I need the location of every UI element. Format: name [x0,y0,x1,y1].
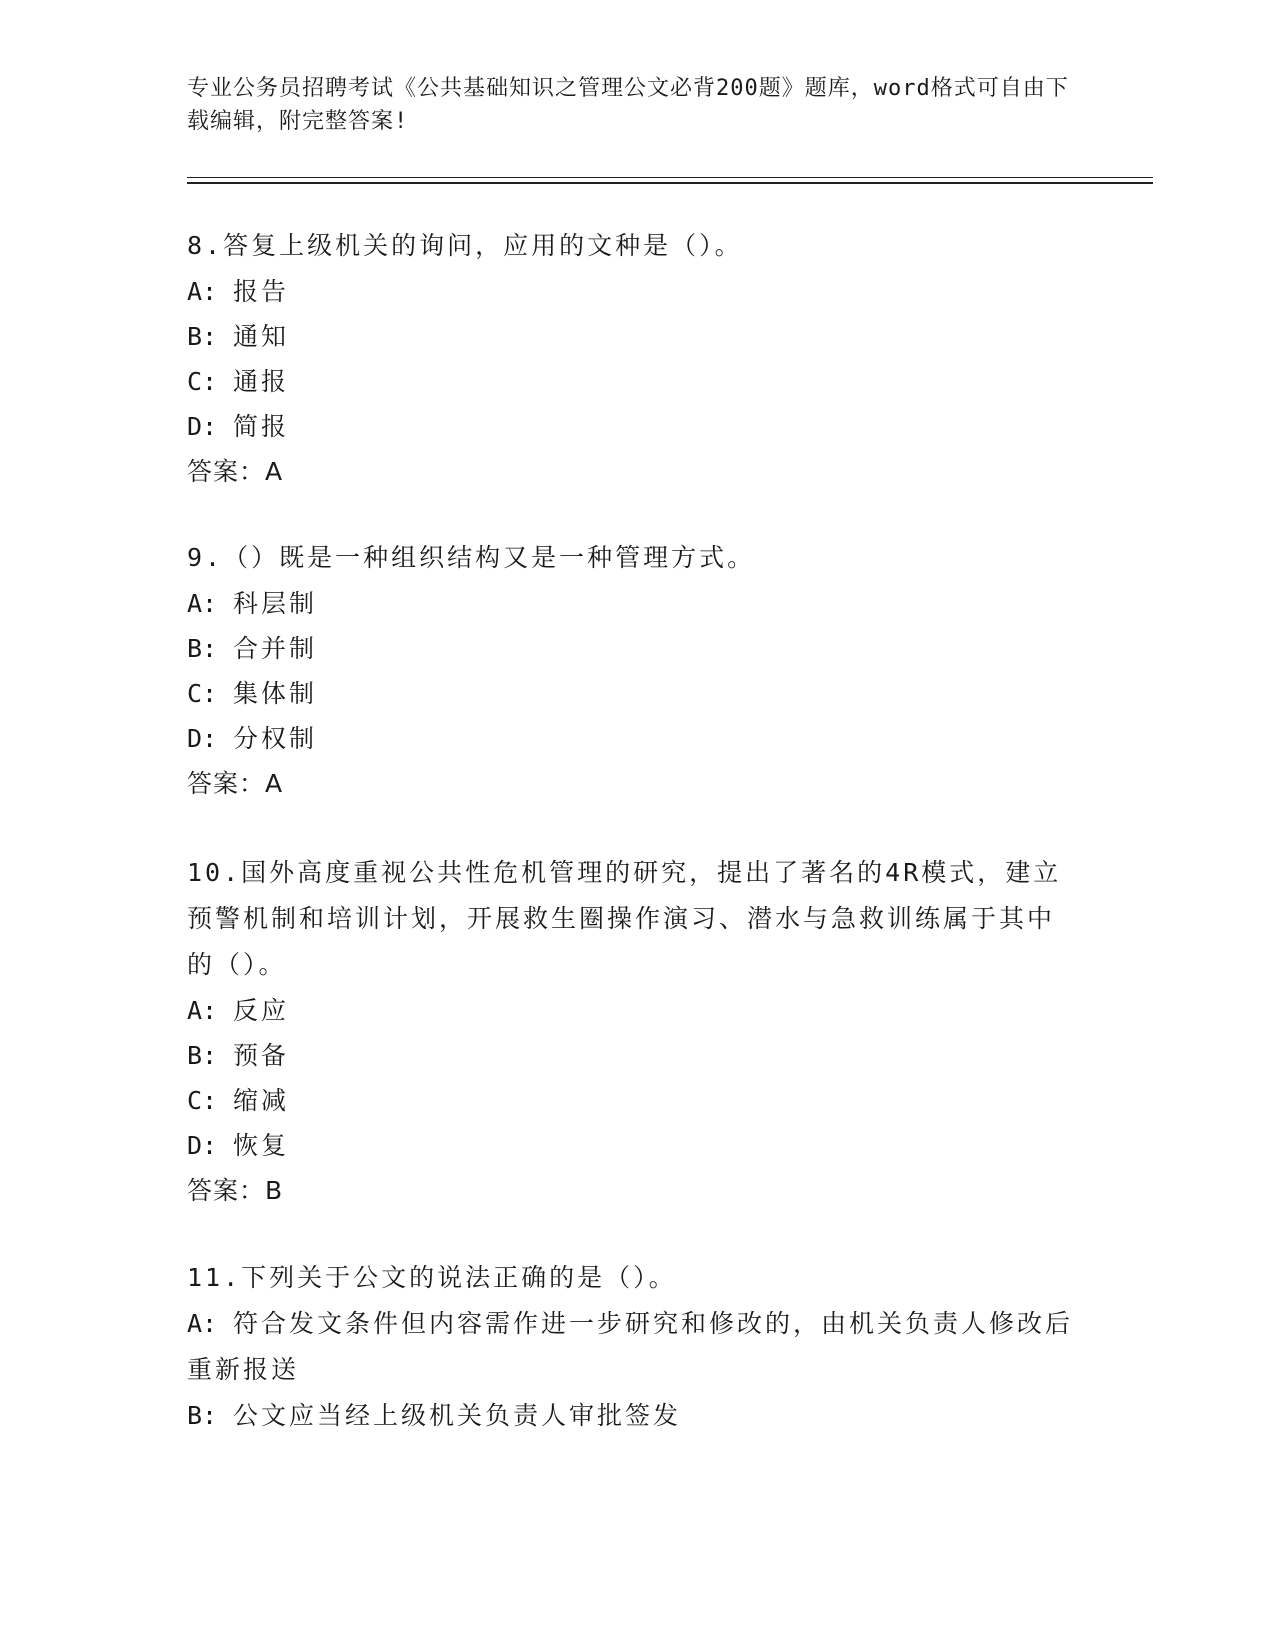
option-b [187,314,1077,359]
option-text: 分权制 [233,724,318,753]
option-text: 科层制 [233,589,318,618]
option-c [187,1078,1077,1123]
option-label: D: [187,1131,218,1160]
question-9 [187,535,1077,806]
option-text: 缩减 [233,1086,290,1115]
option-label: B: [187,322,218,351]
option-text: 预备 [233,1041,290,1070]
answer: 答案：A [187,769,284,798]
header-divider-thick [187,182,1153,184]
option-text: 通报 [233,367,290,396]
option-label: A: [187,277,218,306]
option-text: 公文应当经上级机关负责人审批签发 [233,1401,682,1430]
option-c [187,359,1077,404]
option-text: 恢复 [233,1131,290,1160]
option-d [187,1123,1077,1168]
option-label: D: [187,412,218,441]
option-d [187,716,1077,761]
option-label: B: [187,634,218,663]
option-a [187,988,1077,1033]
option-text: 通知 [233,322,290,351]
option-label: B: [187,1401,218,1430]
option-b [187,1393,1077,1438]
question-stem: 10.国外高度重视公共性危机管理的研究，提出了著名的4R模式，建立预警机制和培训计划，开展救生圈操作演习、潜水与急救训练属于其中的（）。 [187,858,1062,979]
question-stem: 8.答复上级机关的询问，应用的文种是（）。 [187,231,743,260]
option-b [187,1033,1077,1078]
question-8 [187,223,1077,494]
option-text: 符合发文条件但内容需作进一步研究和修改的，由机关负责人修改后重新报送 [187,1309,1074,1384]
option-text: 合并制 [233,634,318,663]
option-text: 集体制 [233,679,318,708]
question-stem: 9.（）既是一种组织结构又是一种管理方式。 [187,543,756,572]
option-label: A: [187,996,218,1025]
question-11 [187,1255,1077,1438]
option-label: C: [187,1086,218,1115]
option-label: D: [187,724,218,753]
option-d [187,404,1077,449]
option-a [187,581,1077,626]
header-divider-thin [187,177,1153,178]
question-stem: 11.下列关于公文的说法正确的是（）。 [187,1263,677,1292]
option-text: 报告 [233,277,290,306]
option-a [187,1301,1077,1393]
option-label: A: [187,589,218,618]
option-a [187,269,1077,314]
question-10 [187,850,1077,1213]
option-c [187,671,1077,716]
option-label: A: [187,1309,218,1338]
option-text: 简报 [233,412,290,441]
header-text: 专业公务员招聘考试《公共基础知识之管理公文必背200题》题库，word格式可自由下载编辑，附完整答案! [187,76,1069,134]
option-label: C: [187,679,218,708]
option-label: B: [187,1041,218,1070]
option-text: 反应 [233,996,290,1025]
option-b [187,626,1077,671]
option-label: C: [187,367,218,396]
answer: 答案：B [187,1176,284,1205]
answer: 答案：A [187,457,284,486]
